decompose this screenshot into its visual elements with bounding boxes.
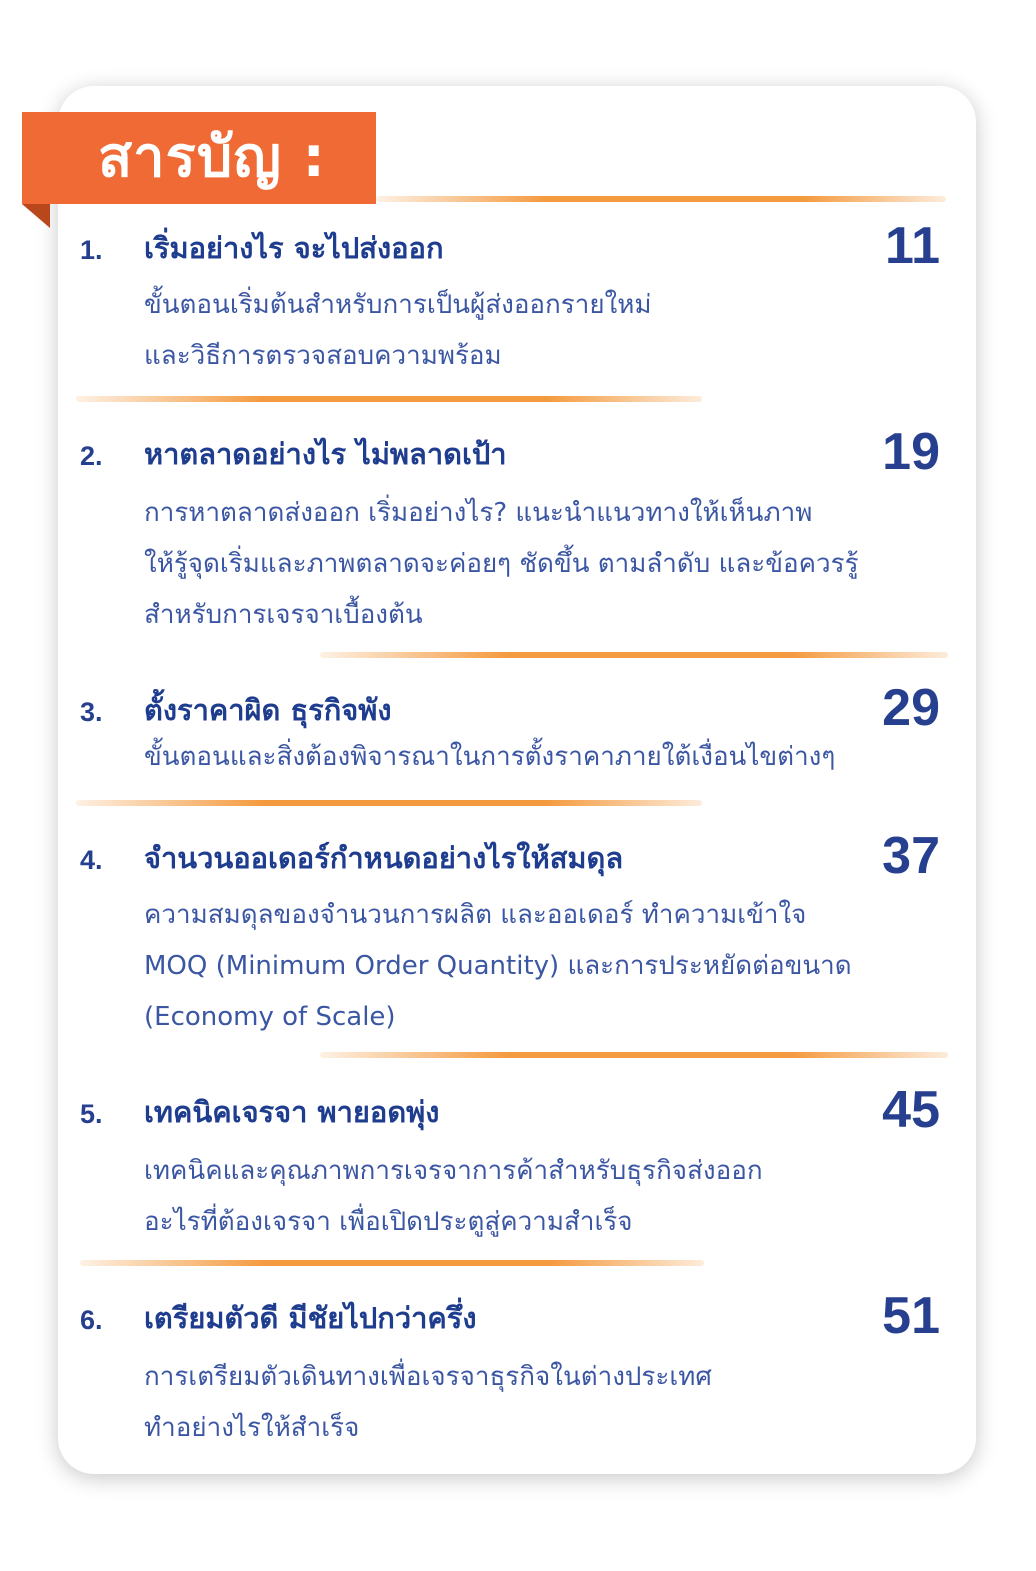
item-page-number: 11 <box>885 217 940 275</box>
item-description <box>144 1352 712 1454</box>
item-heading: เริ่มอย่างไร จะไปส่งออก <box>144 231 444 265</box>
item-page-number: 19 <box>882 423 940 481</box>
item-number: 3. <box>80 697 103 727</box>
item-page-number: 37 <box>882 827 940 885</box>
item-heading: หาตลาดอย่างไร ไม่พลาดเป้า <box>144 437 507 471</box>
item-description <box>144 1146 763 1248</box>
description-line: อะไรที่ต้องเจรจา เพื่อเปิดประตูสู่ความสำเร็จ <box>144 1207 633 1237</box>
description-line: ขั้นตอนเริ่มต้นสำหรับการเป็นผู้ส่งออกรายใหม่ <box>144 290 652 320</box>
description-line: ขั้นตอนและสิ่งต้องพิจารณาในการตั้งราคาภายใต้เงื่อนไขต่างๆ <box>144 742 836 772</box>
item-number: 5. <box>80 1099 103 1129</box>
item-page-number: 45 <box>882 1081 940 1139</box>
item-number: 4. <box>80 845 103 875</box>
divider-rule <box>76 800 702 806</box>
description-line: ทำอย่างไรให้สำเร็จ <box>144 1413 360 1443</box>
item-heading: เทคนิคเจรจา พายอดพุ่ง <box>144 1095 440 1129</box>
description-line: ให้รู้จุดเริ่มและภาพตลาดจะค่อยๆ ชัดขึ้น ตามลำดับ และข้อควรรู้ <box>144 549 859 579</box>
item-description <box>144 280 652 382</box>
item-description <box>144 890 852 1043</box>
divider-rule <box>320 1052 948 1058</box>
divider-rule <box>376 196 946 202</box>
description-line: MOQ (Minimum Order Quantity) และการประหยัดต่อขนาด <box>144 951 852 981</box>
item-description <box>144 488 859 641</box>
description-line: การเตรียมตัวเดินทางเพื่อเจรจาธุรกิจในต่างประเทศ <box>144 1362 712 1392</box>
description-line: ความสมดุลของจำนวนการผลิต และออเดอร์ ทำความเข้าใจ <box>144 900 807 930</box>
item-description <box>144 732 835 783</box>
description-line: เทคนิคและคุณภาพการเจรจาการค้าสำหรับธุรกิจส่งออก <box>144 1156 763 1186</box>
description-line: การหาตลาดส่งออก เริ่มอย่างไร? แนะนำแนวทางให้เห็นภาพ <box>144 498 813 528</box>
description-line: และวิธีการตรวจสอบความพร้อม <box>144 341 502 371</box>
banner-fold <box>22 204 50 228</box>
description-line: สำหรับการเจรจาเบื้องต้น <box>144 600 423 630</box>
item-number: 2. <box>80 441 103 471</box>
item-page-number: 29 <box>882 679 940 737</box>
item-heading: ตั้งราคาผิด ธุรกิจพัง <box>144 693 392 727</box>
item-heading: จำนวนออเดอร์กำหนดอย่างไรให้สมดุล <box>144 841 624 875</box>
divider-rule <box>320 652 948 658</box>
item-number: 6. <box>80 1305 103 1335</box>
item-page-number: 51 <box>882 1287 940 1345</box>
divider-rule <box>80 1260 704 1266</box>
toc-title: สารบัญ : <box>98 125 326 190</box>
item-number: 1. <box>80 235 103 265</box>
item-heading: เตรียมตัวดี มีชัยไปกว่าครึ่ง <box>144 1301 477 1335</box>
description-line: (Economy of Scale) <box>144 1002 396 1032</box>
divider-rule <box>76 396 702 402</box>
